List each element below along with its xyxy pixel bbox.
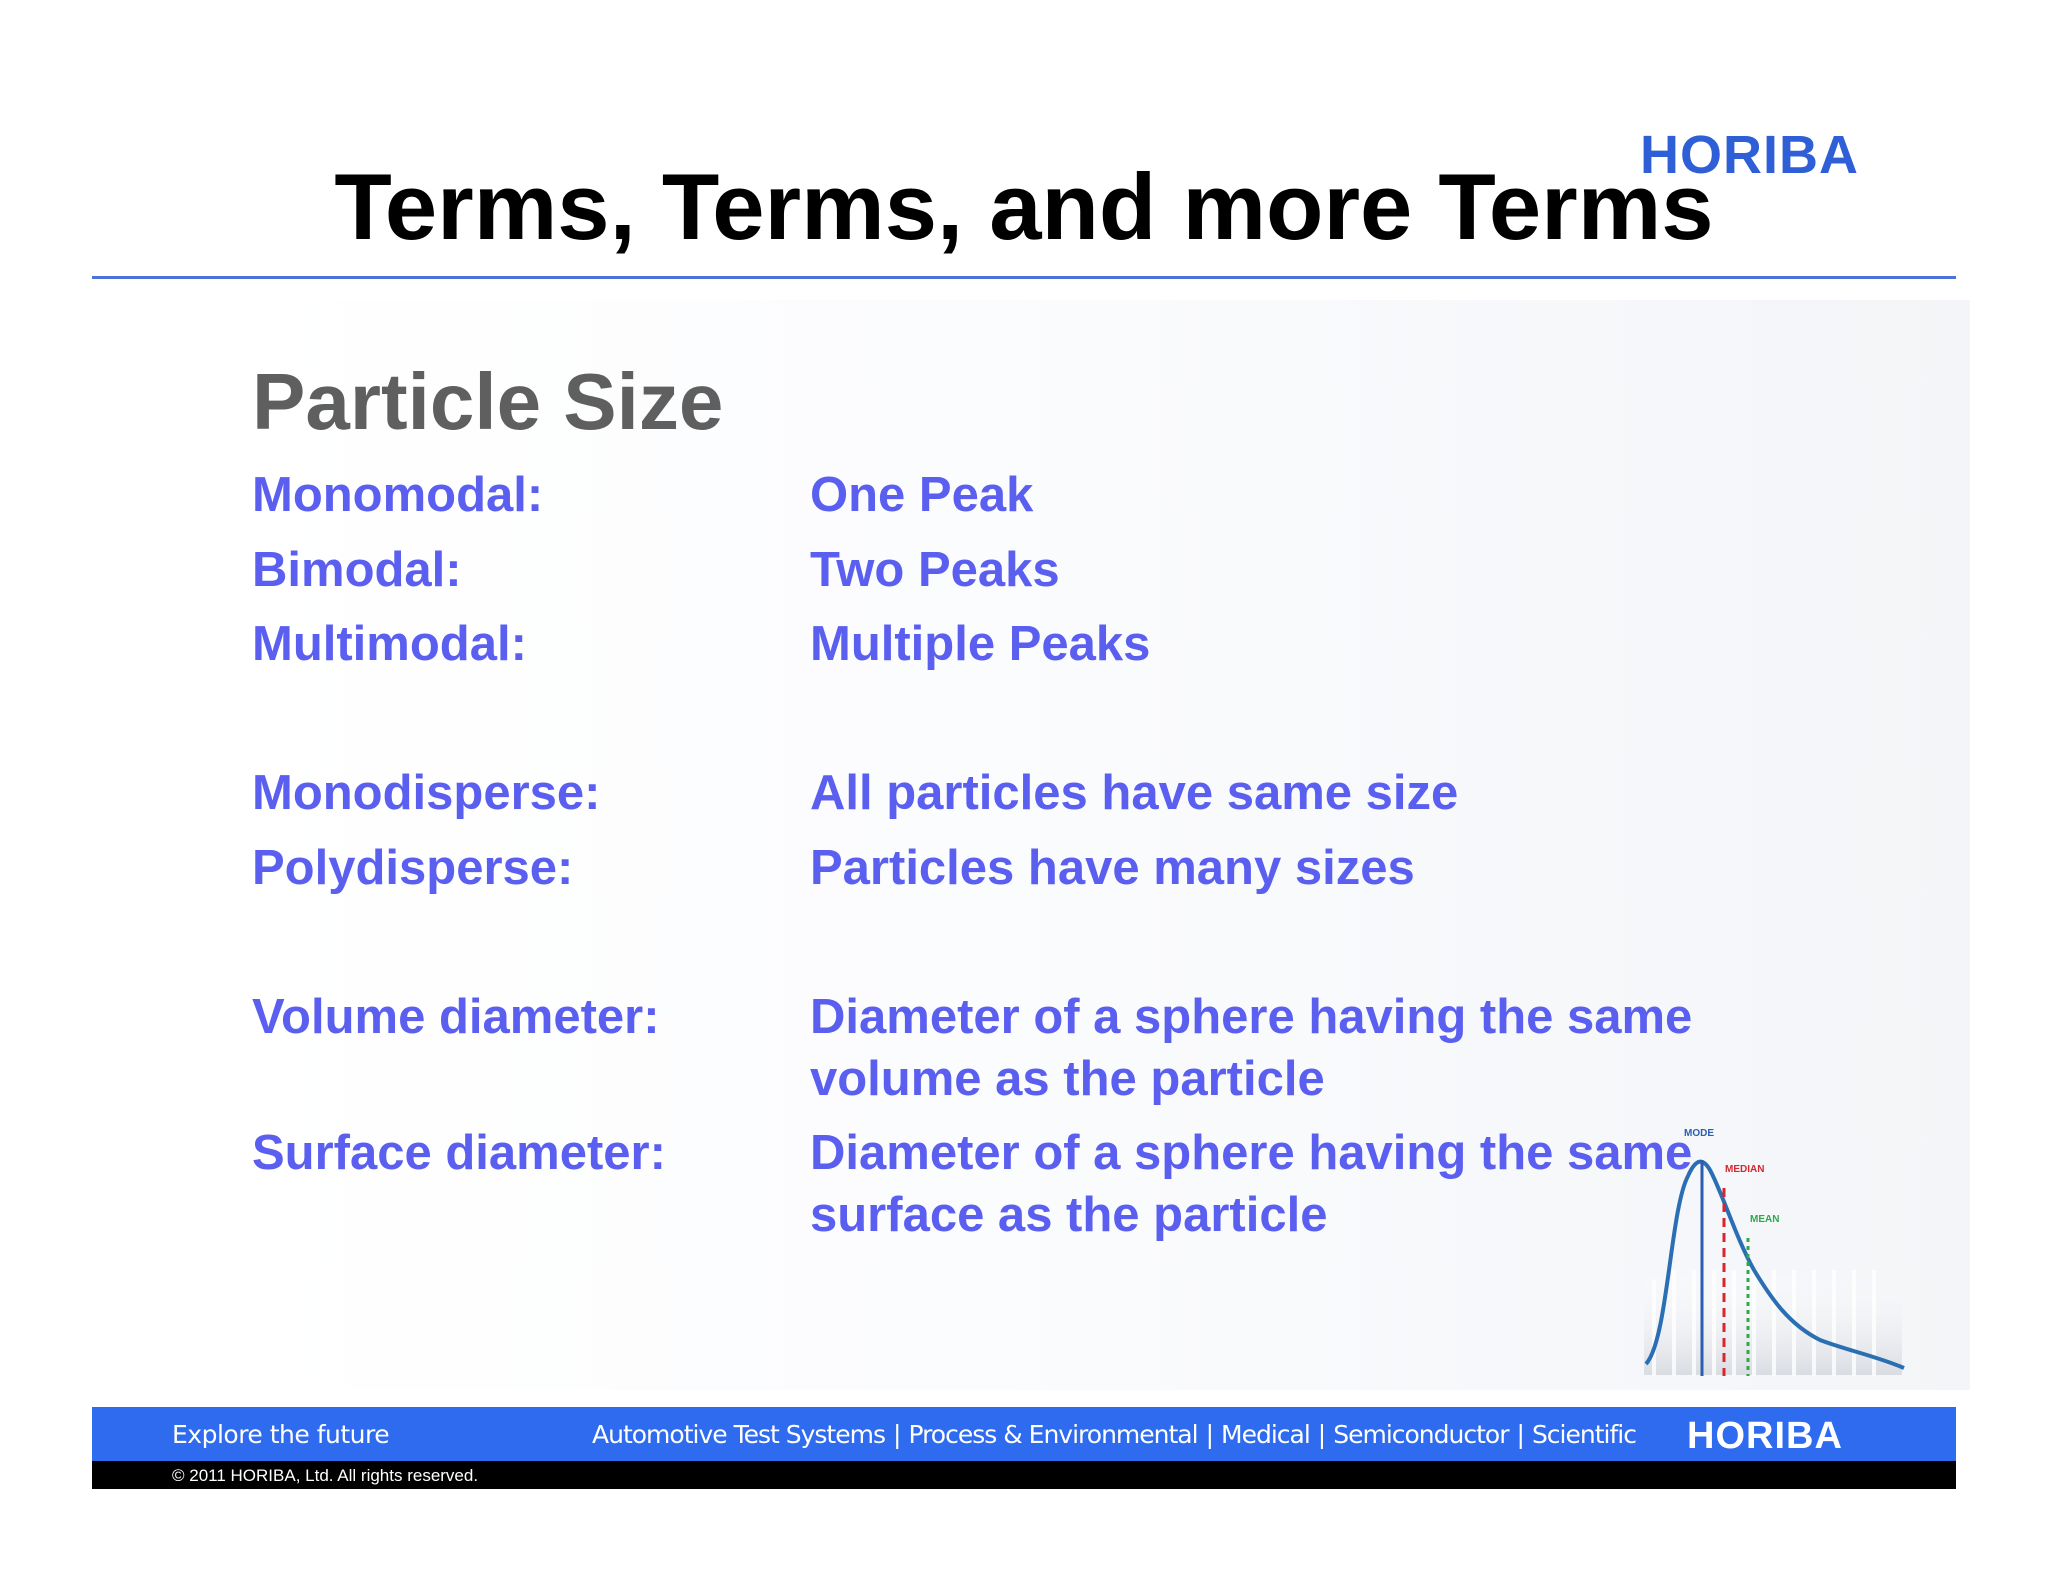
term-monomodal: Monomodal: bbox=[252, 468, 544, 522]
horiba-logo: HORIBA bbox=[1640, 125, 1859, 185]
footer-divisions bbox=[592, 1420, 1636, 1449]
footer-tagline: Explore the future bbox=[172, 1420, 390, 1449]
definition-surface-diameter-line2: surface as the particle bbox=[810, 1188, 1328, 1242]
definition-surface-diameter-line1: Diameter of a sphere having the same bbox=[810, 1126, 1693, 1180]
copyright-text: © 2011 HORIBA, Ltd. All rights reserved. bbox=[172, 1466, 479, 1485]
divider: | bbox=[1516, 1420, 1524, 1449]
copyright-bar bbox=[92, 1461, 1956, 1489]
division-semiconductor: Semiconductor bbox=[1333, 1420, 1509, 1449]
section-heading: Particle Size bbox=[252, 357, 724, 446]
term-bimodal: Bimodal: bbox=[252, 543, 462, 597]
definition-polydisperse: Particles have many sizes bbox=[810, 841, 1415, 895]
definition-monomodal: One Peak bbox=[810, 468, 1034, 522]
division-process: Process & Environmental bbox=[908, 1420, 1198, 1449]
mean-label: MEAN bbox=[1750, 1214, 1780, 1225]
median-label: MEDIAN bbox=[1725, 1164, 1765, 1175]
title-divider bbox=[92, 276, 1956, 279]
distribution-illustration bbox=[1640, 1120, 1910, 1380]
term-surface-diameter: Surface diameter: bbox=[252, 1126, 666, 1180]
term-polydisperse: Polydisperse: bbox=[252, 841, 574, 895]
division-automotive: Automotive Test Systems bbox=[592, 1420, 885, 1449]
mode-label: MODE bbox=[1684, 1128, 1714, 1139]
definition-bimodal: Two Peaks bbox=[810, 543, 1060, 597]
division-scientific: Scientific bbox=[1531, 1420, 1636, 1449]
definition-volume-diameter-line2: volume as the particle bbox=[810, 1052, 1325, 1106]
definition-volume-diameter-line1: Diameter of a sphere having the same bbox=[810, 990, 1693, 1044]
slide-title: Terms, Terms, and more Terms bbox=[334, 154, 1714, 259]
divider: | bbox=[1317, 1420, 1326, 1449]
term-monodisperse: Monodisperse: bbox=[252, 766, 601, 820]
definition-multimodal: Multiple Peaks bbox=[810, 617, 1151, 671]
divider: | bbox=[893, 1420, 901, 1449]
division-medical: Medical bbox=[1221, 1420, 1310, 1449]
footer-bar bbox=[92, 1407, 1956, 1461]
term-volume-diameter: Volume diameter: bbox=[252, 990, 660, 1044]
term-multimodal: Multimodal: bbox=[252, 617, 527, 671]
definition-monodisperse: All particles have same size bbox=[810, 766, 1459, 820]
divider: | bbox=[1205, 1420, 1213, 1449]
footer-horiba-logo: HORIBA bbox=[1687, 1415, 1843, 1457]
